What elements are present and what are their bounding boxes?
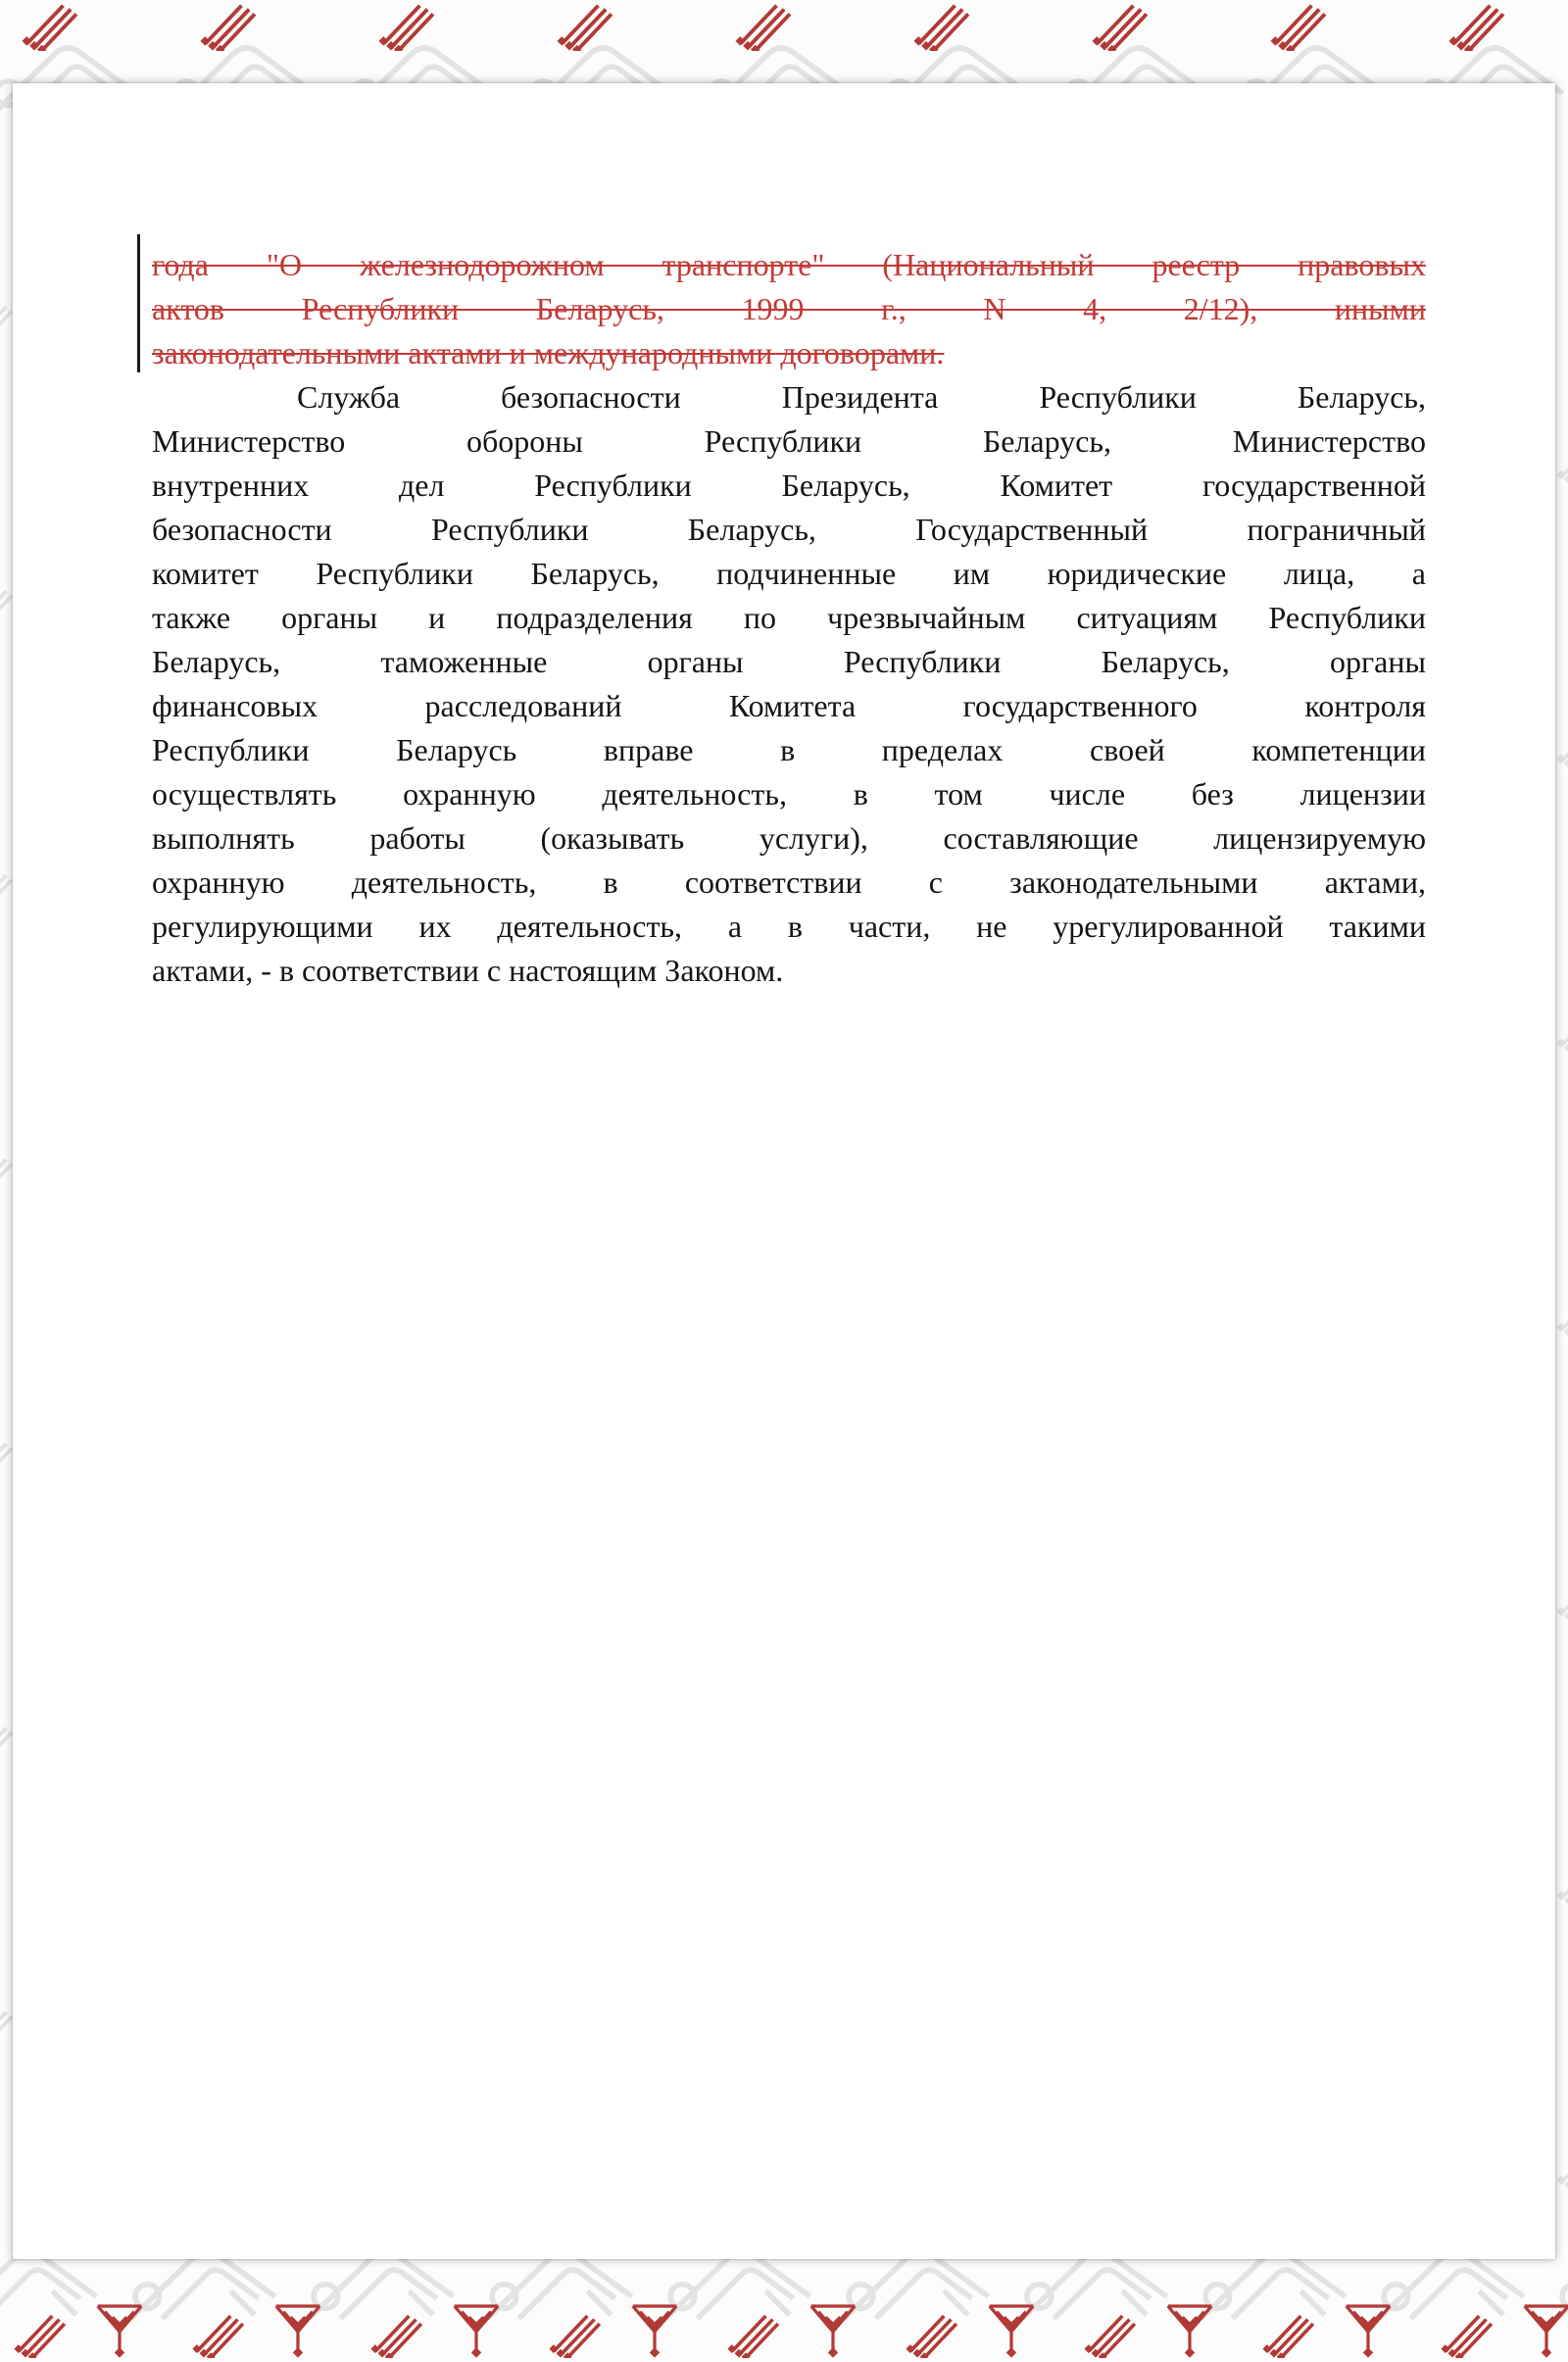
diagonal-hatch-ornament-icon <box>545 2307 602 2358</box>
diagonal-hatch-ornament-icon <box>0 1147 14 1200</box>
diagonal-hatch-ornament-icon <box>188 2307 245 2358</box>
diagonal-hatch-ornament-icon <box>1258 2307 1315 2358</box>
body-paragraph <box>152 375 1426 993</box>
triangle-ornament-icon <box>1164 2301 1215 2362</box>
text-line: охранную деятельность, в соответствии с законодательными актами, <box>152 864 1426 900</box>
diagonal-hatch-ornament-icon <box>0 1715 14 1768</box>
text-line: финансовых расследований Комитета государственного контроля <box>152 688 1426 723</box>
text-line: внутренних дел Республики Беларусь, Комитет государственной <box>152 467 1426 503</box>
triangle-ornament-icon <box>629 2301 680 2362</box>
diagonal-hatch-ornament-icon <box>10 2307 67 2358</box>
text-line: Беларусь, таможенные органы Республики Беларусь, органы <box>152 644 1426 679</box>
deleted-paragraph <box>152 243 1426 375</box>
text-line: комитет Республики Беларусь, подчиненные им юридические лица, а <box>152 556 1426 591</box>
text-line: выполнять работы (оказывать услуги), составляющие лицензируемую <box>152 820 1426 856</box>
text-line: также органы и подразделения по чрезвычайным ситуациям Республики <box>152 600 1426 635</box>
triangle-ornament-icon <box>808 2301 858 2362</box>
text-line: Республики Беларусь вправе в пределах своей компетенции <box>152 732 1426 767</box>
diagonal-hatch-ornament-icon <box>0 1999 14 2052</box>
revision-change-bar <box>137 234 140 372</box>
triangle-ornament-icon <box>1343 2301 1394 2362</box>
text-line: актов Республики Беларусь, 1999 г., N 4, 2/12), иными <box>152 291 1426 326</box>
triangle-ornament-icon <box>94 2301 145 2362</box>
text-line: актами, - в соответствии с настоящим Законом. <box>152 953 784 988</box>
document-page <box>13 83 1555 2259</box>
text-line: безопасности Республики Беларусь, Государственный пограничный <box>152 512 1426 547</box>
diagonal-hatch-ornament-icon <box>902 2307 958 2358</box>
diagonal-hatch-ornament-icon <box>0 294 14 347</box>
document-text-block <box>152 243 1426 993</box>
diagonal-hatch-ornament-icon <box>0 578 14 631</box>
text-line: Служба безопасности Президента Республики Беларусь, <box>297 379 1426 415</box>
diagonal-hatch-ornament-icon <box>723 2307 780 2358</box>
text-line: регулирующими их деятельность, а в части, не урегулированной такими <box>152 909 1426 944</box>
triangle-ornament-icon <box>272 2301 323 2362</box>
triangle-ornament-icon <box>986 2301 1037 2362</box>
diagonal-hatch-ornament-icon <box>1080 2307 1137 2358</box>
diagonal-hatch-ornament-icon <box>1437 2307 1494 2358</box>
text-line: Министерство обороны Республики Беларусь, Министерство <box>152 423 1426 459</box>
diagonal-hatch-ornament-icon <box>0 1431 14 1484</box>
diagonal-hatch-ornament-icon <box>367 2307 423 2358</box>
text-line: осуществлять охранную деятельность, в том числе без лицензии <box>152 776 1426 812</box>
diagonal-hatch-ornament-icon <box>0 862 14 915</box>
triangle-ornament-icon <box>1521 2301 1568 2362</box>
text-line: года "О железнодорожном транспорте" (Национальный реестр правовых <box>152 247 1426 282</box>
text-line: законодательными актами и международными договорами. <box>152 335 945 370</box>
triangle-ornament-icon <box>451 2301 502 2362</box>
